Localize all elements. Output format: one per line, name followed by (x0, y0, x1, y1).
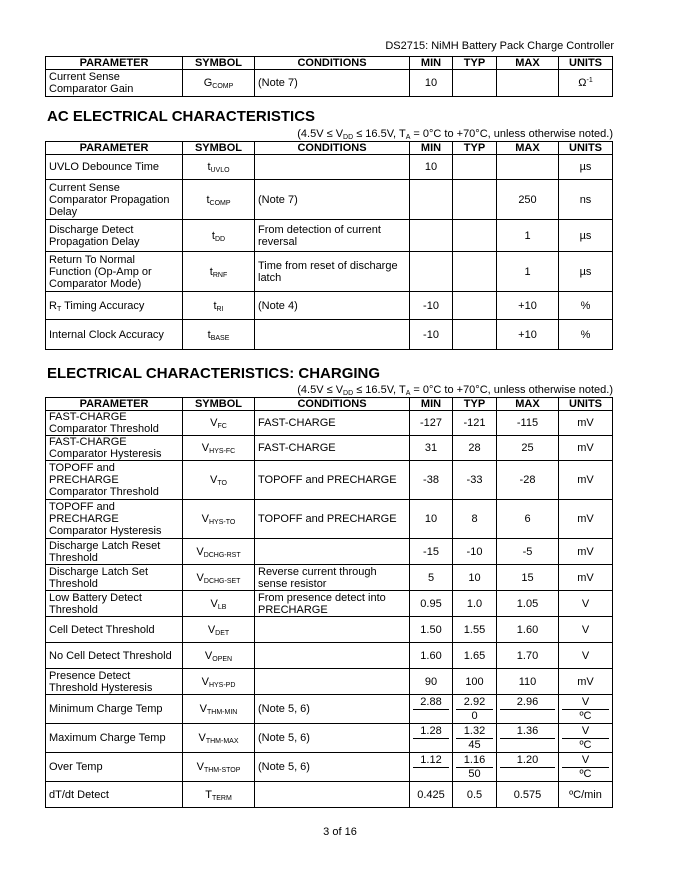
min-cell: 90 (410, 669, 453, 695)
param-cell: Minimum Charge Temp (46, 695, 183, 724)
typ-cell: 28 (453, 436, 497, 461)
param-cell: Discharge Latch Set Threshold (46, 565, 183, 591)
cond-cell: (Note 5, 6) (255, 753, 410, 782)
unit-cell: µs (559, 155, 613, 180)
max-cell: -115 (497, 411, 559, 436)
table-row (46, 292, 613, 320)
unit-cell: µs (559, 220, 613, 252)
typ-cell: -33 (453, 461, 497, 500)
table-row (46, 180, 613, 220)
table-row (46, 155, 613, 180)
typ-cell (453, 220, 497, 252)
cond-cell (255, 155, 410, 180)
max-cell: 1.05 (497, 591, 559, 617)
param-cell: UVLO Debounce Time (46, 155, 183, 180)
symbol-cell: $V_{HYS-TO}$ (183, 500, 255, 539)
min-cell: -127 (410, 411, 453, 436)
typ-cell: 2.92 0 (453, 695, 497, 724)
param-cell: TOPOFF and PRECHARGE Comparator Threshold (46, 461, 183, 500)
unit-cell: mV (559, 565, 613, 591)
min-cell: 1.50 (410, 617, 453, 643)
cond-cell: TOPOFF and PRECHARGE (255, 500, 410, 539)
unit-cell: % (559, 320, 613, 350)
unit-cell: µs (559, 252, 613, 292)
col-min: MIN (410, 57, 453, 70)
typ-cell: 1.65 (453, 643, 497, 669)
unit-cell: V (559, 643, 613, 669)
col-typ: TYP (453, 57, 497, 70)
table-header-row (46, 142, 613, 155)
min-cell: 1.12 (410, 753, 453, 782)
table-row (46, 539, 613, 565)
symbol-cell: $V_{DCHG-SET}$ (183, 565, 255, 591)
unit-cell: ºC/min (559, 782, 613, 808)
symbol-cell: $V_{THM-MIN}$ (183, 695, 255, 724)
unit-cell: % (559, 292, 613, 320)
symbol-cell: $V_{FC}$ (183, 411, 255, 436)
min-cell (410, 252, 453, 292)
table-row (46, 461, 613, 500)
param-cell: Cell Detect Threshold (46, 617, 183, 643)
max-cell: 1.36 (497, 724, 559, 753)
table-row (46, 220, 613, 252)
col-max: MAX (497, 142, 559, 155)
symbol-cell: $V_{TO}$ (183, 461, 255, 500)
page-number: 3 of 16 (323, 826, 357, 838)
max-cell: 1.60 (497, 617, 559, 643)
max-cell: +10 (497, 320, 559, 350)
cond-cell (255, 617, 410, 643)
document-header: DS2715: NiMH Battery Pack Charge Controller (385, 40, 614, 52)
param-cell: TOPOFF and PRECHARGE Comparator Hysteresis (46, 500, 183, 539)
typ-cell: 1.16 50 (453, 753, 497, 782)
typ-cell: 100 (453, 669, 497, 695)
typ-cell (453, 252, 497, 292)
cond-cell: TOPOFF and PRECHARGE (255, 461, 410, 500)
cond-cell: From presence detect into PRECHARGE (255, 591, 410, 617)
symbol-cell: $V_{THM-STOP}$ (183, 753, 255, 782)
typ-cell (453, 155, 497, 180)
ac-section-title: AC ELECTRICAL CHARACTERISTICS (47, 108, 316, 125)
col-units: UNITS (559, 398, 613, 411)
cond-cell (255, 669, 410, 695)
cond-cell: (Note 5, 6) (255, 695, 410, 724)
ac-conditions-note: ($4.5V \le V_{DD} \le 16.5V$, $T_A = 0^\circ C$ to +70°C, unless otherwise noted.) (297, 128, 613, 141)
cond-cell (255, 539, 410, 565)
param-cell: FAST-CHARGE Comparator Hysteresis (46, 436, 183, 461)
unit-cell: $\Omega^{-1}$ (559, 70, 613, 97)
param-cell: Internal Clock Accuracy (46, 320, 183, 350)
symbol-cell: $t_{UVLO}$ (183, 155, 255, 180)
table-row (46, 70, 613, 97)
min-cell: -38 (410, 461, 453, 500)
min-cell: 10 (410, 500, 453, 539)
symbol-cell: $V_{OPEN}$ (183, 643, 255, 669)
charging-characteristics-table (45, 397, 613, 808)
cond-cell (255, 643, 410, 669)
table-row (46, 436, 613, 461)
unit-cell: mV (559, 436, 613, 461)
param-cell: dT/dt Detect (46, 782, 183, 808)
symbol-cell: $t_{RNF}$ (183, 252, 255, 292)
typ-cell (453, 70, 497, 97)
cond-cell: Reverse current through sense resistor (255, 565, 410, 591)
table-row (46, 252, 613, 292)
typ-cell: 1.55 (453, 617, 497, 643)
col-conditions: CONDITIONS (255, 142, 410, 155)
min-cell: 10 (410, 155, 453, 180)
typ-cell: 10 (453, 565, 497, 591)
unit-cell: V ºC (559, 724, 613, 753)
col-parameter: PARAMETER (46, 57, 183, 70)
col-symbol: SYMBOL (183, 142, 255, 155)
table-row (46, 695, 613, 724)
col-units: UNITS (559, 57, 613, 70)
typ-cell: -10 (453, 539, 497, 565)
min-cell (410, 220, 453, 252)
min-cell: 2.88 (410, 695, 453, 724)
min-cell (410, 180, 453, 220)
table-header-row (46, 57, 613, 70)
typ-cell: 8 (453, 500, 497, 539)
symbol-cell: $t_{BASE}$ (183, 320, 255, 350)
param-cell: Current Sense Comparator Propagation Delay (46, 180, 183, 220)
cond-cell: FAST-CHARGE (255, 411, 410, 436)
param-cell: Over Temp (46, 753, 183, 782)
param-cell: Maximum Charge Temp (46, 724, 183, 753)
param-cell: No Cell Detect Threshold (46, 643, 183, 669)
unit-cell: mV (559, 461, 613, 500)
table-row (46, 782, 613, 808)
cond-cell: (Note 5, 6) (255, 724, 410, 753)
table-row (46, 669, 613, 695)
symbol-cell: $V_{DCHG-RST}$ (183, 539, 255, 565)
min-cell: -15 (410, 539, 453, 565)
typ-cell (453, 180, 497, 220)
symbol-cell: $V_{THM-MAX}$ (183, 724, 255, 753)
ac-characteristics-table (45, 141, 613, 350)
table-row (46, 643, 613, 669)
max-cell: -28 (497, 461, 559, 500)
col-conditions: CONDITIONS (255, 398, 410, 411)
table-row (46, 753, 613, 782)
col-units: UNITS (559, 142, 613, 155)
param-cell: FAST-CHARGE Comparator Threshold (46, 411, 183, 436)
table-row (46, 617, 613, 643)
min-cell: 1.60 (410, 643, 453, 669)
typ-cell: 1.32 45 (453, 724, 497, 753)
max-cell: 0.575 (497, 782, 559, 808)
max-cell: +10 (497, 292, 559, 320)
unit-cell: mV (559, 669, 613, 695)
param-cell: Discharge Detect Propagation Delay (46, 220, 183, 252)
min-cell: 5 (410, 565, 453, 591)
max-cell: 15 (497, 565, 559, 591)
charging-section-title: ELECTRICAL CHARACTERISTICS: CHARGING (47, 365, 381, 382)
cond-cell (255, 782, 410, 808)
cond-cell (255, 320, 410, 350)
symbol-cell: $t_{RI}$ (183, 292, 255, 320)
col-min: MIN (410, 142, 453, 155)
min-cell: 10 (410, 70, 453, 97)
typ-cell (453, 320, 497, 350)
max-cell: 1 (497, 252, 559, 292)
min-cell: -10 (410, 320, 453, 350)
max-cell: 110 (497, 669, 559, 695)
typ-cell: -121 (453, 411, 497, 436)
table-row (46, 411, 613, 436)
param-cell: Current Sense Comparator Gain (46, 70, 183, 97)
symbol-cell: $t_{COMP}$ (183, 180, 255, 220)
col-conditions: CONDITIONS (255, 57, 410, 70)
max-cell: 250 (497, 180, 559, 220)
cond-cell: Time from reset of discharge latch (255, 252, 410, 292)
charging-conditions-note: ($4.5V \le V_{DD} \le 16.5V$, $T_A = 0^\circ C$ to +70°C, unless otherwise noted.) (297, 384, 613, 397)
param-cell: $R_T$ Timing Accuracy (46, 292, 183, 320)
max-cell: 25 (497, 436, 559, 461)
col-typ: TYP (453, 142, 497, 155)
col-parameter: PARAMETER (46, 142, 183, 155)
max-cell: 6 (497, 500, 559, 539)
typ-cell: 0.5 (453, 782, 497, 808)
param-cell: Discharge Latch Reset Threshold (46, 539, 183, 565)
unit-cell: mV (559, 411, 613, 436)
table-row (46, 724, 613, 753)
symbol-cell: $G_{COMP}$ (183, 70, 255, 97)
symbol-cell: $V_{HYS-PD}$ (183, 669, 255, 695)
param-cell: Low Battery Detect Threshold (46, 591, 183, 617)
table-header-row (46, 398, 613, 411)
unit-cell: mV (559, 500, 613, 539)
unit-cell: mV (559, 539, 613, 565)
unit-cell: V ºC (559, 695, 613, 724)
symbol-cell: $t_{DD}$ (183, 220, 255, 252)
max-cell: 2.96 (497, 695, 559, 724)
max-cell (497, 70, 559, 97)
min-cell: 31 (410, 436, 453, 461)
table-row (46, 320, 613, 350)
dc-continued-table (45, 56, 613, 97)
symbol-cell: $V_{DET}$ (183, 617, 255, 643)
max-cell: 1.70 (497, 643, 559, 669)
col-typ: TYP (453, 398, 497, 411)
col-max: MAX (497, 398, 559, 411)
cond-cell: (Note 7) (255, 70, 410, 97)
col-symbol: SYMBOL (183, 57, 255, 70)
symbol-cell: $T_{TERM}$ (183, 782, 255, 808)
max-cell: -5 (497, 539, 559, 565)
min-cell: 1.28 (410, 724, 453, 753)
cond-cell: (Note 4) (255, 292, 410, 320)
symbol-cell: $V_{HYS-FC}$ (183, 436, 255, 461)
table-row (46, 565, 613, 591)
col-max: MAX (497, 57, 559, 70)
col-symbol: SYMBOL (183, 398, 255, 411)
unit-cell: V (559, 617, 613, 643)
cond-cell: FAST-CHARGE (255, 436, 410, 461)
unit-cell: V ºC (559, 753, 613, 782)
symbol-cell: $V_{LB}$ (183, 591, 255, 617)
max-cell: 1.20 (497, 753, 559, 782)
typ-cell: 1.0 (453, 591, 497, 617)
cond-cell: (Note 7) (255, 180, 410, 220)
min-cell: 0.95 (410, 591, 453, 617)
unit-cell: ns (559, 180, 613, 220)
max-cell (497, 155, 559, 180)
table-row (46, 500, 613, 539)
typ-cell (453, 292, 497, 320)
param-cell: Return To Normal Function (Op-Amp or Comparator Mode) (46, 252, 183, 292)
col-min: MIN (410, 398, 453, 411)
table-row (46, 591, 613, 617)
col-parameter: PARAMETER (46, 398, 183, 411)
min-cell: -10 (410, 292, 453, 320)
cond-cell: From detection of current reversal (255, 220, 410, 252)
max-cell: 1 (497, 220, 559, 252)
unit-cell: V (559, 591, 613, 617)
min-cell: 0.425 (410, 782, 453, 808)
param-cell: Presence Detect Threshold Hysteresis (46, 669, 183, 695)
